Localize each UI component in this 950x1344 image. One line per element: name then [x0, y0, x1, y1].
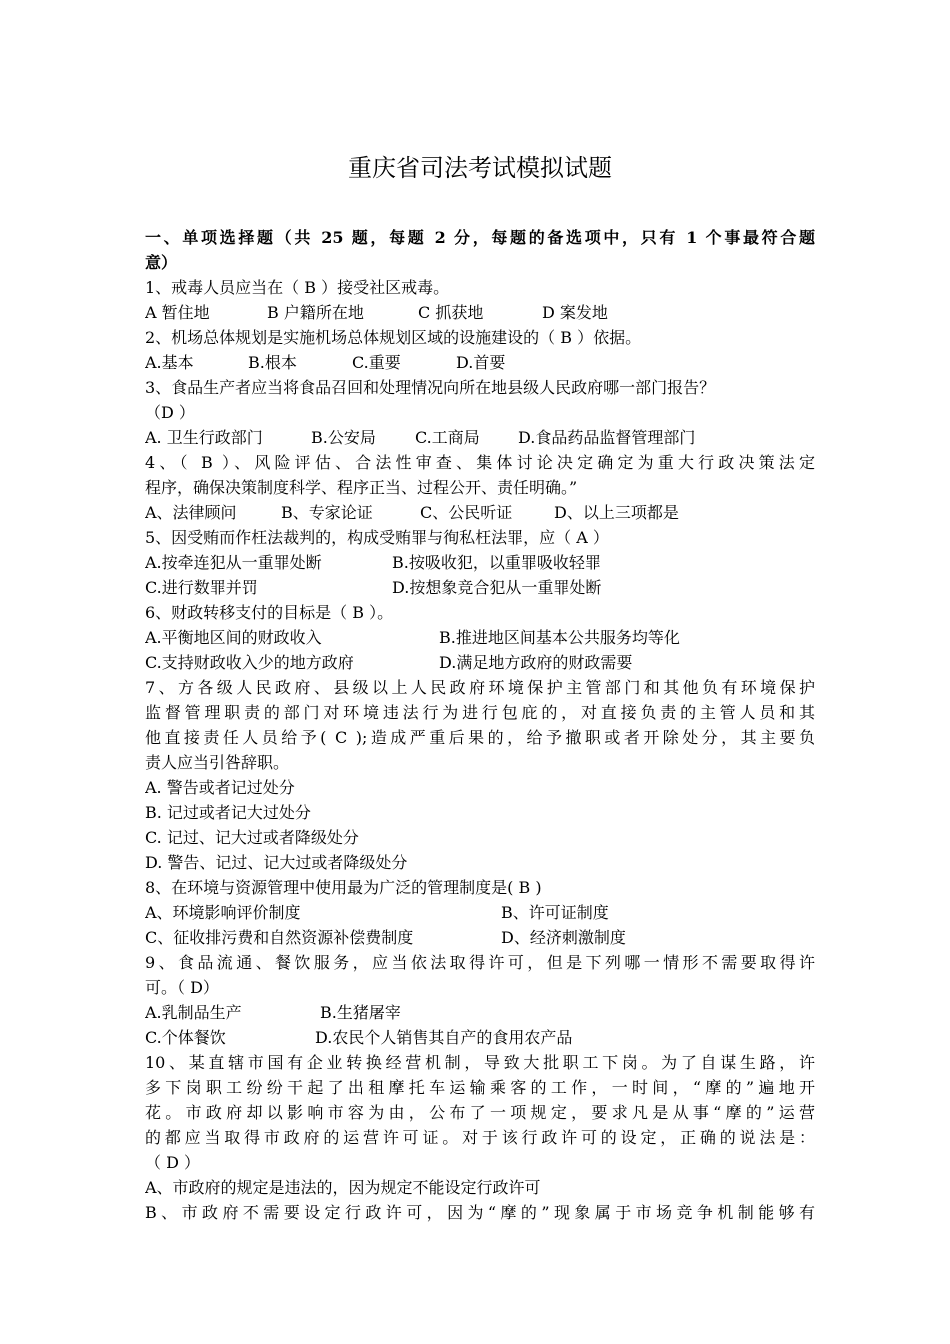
option-c: C. 记过、记大过或者降级处分	[145, 828, 359, 847]
option-c: C、公民听证	[420, 503, 513, 522]
option-d: D.首要	[456, 353, 506, 372]
question-4-stem: 4、（ B ）、风险评估、合法性审查、集体讨论决定确定为重大行政决策法定	[145, 453, 815, 472]
question-9-stem-cont: 可。（ D）	[145, 978, 219, 997]
question-2-stem: 2、机场总体规划是实施机场总体规划区域的设施建设的（ B ）依据。	[145, 328, 642, 347]
option-c: C.支持财政收入少的地方政府	[145, 653, 354, 672]
question-8-options-1	[145, 900, 815, 925]
option-a: A 暂住地	[145, 303, 210, 322]
question-4-stem-cont: 程序，确保决策制度科学、程序正当、过程公开、责任明确。”	[145, 478, 578, 497]
option-c: C 抓获地	[418, 303, 484, 322]
option-d: D.食品药品监督管理部门	[518, 428, 696, 447]
question-1-stem: 1、戒毒人员应当在（ B ）接受社区戒毒。	[145, 278, 450, 297]
option-a: A.按牵连犯从一重罪处断	[145, 553, 322, 572]
question-10-stem-cont: 的都应当取得市政府的运营许可证。对于该行政许可的设定，正确的说法是：	[145, 1128, 815, 1147]
option-a: A. 警告或者记过处分	[145, 778, 295, 797]
option-c: C.进行数罪并罚	[145, 578, 258, 597]
question-5-stem: 5、因受贿而作枉法裁判的，构成受贿罪与徇私枉法罪，应（ A ）	[145, 528, 609, 547]
question-8-stem: 8、在环境与资源管理中使用最为广泛的管理制度是( B )	[145, 878, 542, 897]
option-d: D.满足地方政府的财政需要	[439, 653, 633, 672]
option-d: D、以上三项都是	[554, 503, 679, 522]
question-6-stem: 6、财政转移支付的目标是（ B ）。	[145, 603, 394, 622]
question-4-options	[145, 500, 815, 525]
question-7-stem-cont: 责人应当引咎辞职。	[145, 753, 290, 772]
question-10-stem-cont: （ D ）	[145, 1153, 201, 1172]
question-10-stem: 10、某直辖市国有企业转换经营机制，导致大批职工下岗。为了自谋生路，许	[145, 1053, 815, 1072]
option-b: B.按吸收犯，以重罪吸收轻罪	[392, 553, 601, 572]
question-1-options	[145, 300, 815, 325]
option-c: C.个体餐饮	[145, 1028, 226, 1047]
section-heading-cont: 意）	[145, 253, 178, 272]
option-b: B.公安局	[311, 428, 376, 447]
question-6-options-2	[145, 650, 815, 675]
option-a: A、法律顾问	[145, 503, 237, 522]
question-10-stem-cont: 花。市政府却以影响市容为由，公布了一项规定，要求凡是从事“摩的”运营	[145, 1103, 815, 1122]
question-6-options-1	[145, 625, 815, 650]
section-heading: 一、单项选择题（共 25 题，每题 2 分，每题的备选项中，只有 1 个事最符合题	[145, 228, 815, 247]
option-b: B、许可证制度	[501, 903, 609, 922]
option-a: A.平衡地区间的财政收入	[145, 628, 322, 647]
question-9-options-1	[145, 1000, 815, 1025]
option-b: B.根本	[248, 353, 297, 372]
question-7-stem: 7、方各级人民政府、县级以上人民政府环境保护主管部门和其他负有环境保护	[145, 678, 815, 697]
option-c: C.工商局	[415, 428, 480, 447]
question-9-stem: 9、食品流通、餐饮服务，应当依法取得许可，但是下列哪一情形不需要取得许	[145, 953, 815, 972]
question-3-stem: 3、食品生产者应当将食品召回和处理情况向所在地县级人民政府哪一部门报告？	[145, 378, 716, 397]
option-d: D、经济刺激制度	[501, 928, 626, 947]
option-d: D. 警告、记过、记大过或者降级处分	[145, 853, 408, 872]
question-5-options-1	[145, 550, 815, 575]
question-8-options-2	[145, 925, 815, 950]
option-b: B、市政府不需要设定行政许可，因为“摩的”现象属于市场竞争机制能够有	[145, 1203, 815, 1222]
question-7-stem-cont: 他直接责任人员给予( C );造成严重后果的，给予撤职或者开除处分，其主要负	[145, 728, 815, 747]
question-10-stem-cont: 多下岗职工纷纷干起了出租摩托车运输乘客的工作，一时间，“摩的”遍地开	[145, 1078, 815, 1097]
option-a: A、环境影响评价制度	[145, 903, 301, 922]
option-d: D 案发地	[542, 303, 608, 322]
option-a: A.基本	[145, 353, 194, 372]
question-5-options-2	[145, 575, 815, 600]
option-c: C、征收排污费和自然资源补偿费制度	[145, 928, 414, 947]
question-7-stem-cont: 监督管理职责的部门对环境违法行为进行包庇的，对直接负责的主管人员和其	[145, 703, 815, 722]
question-2-options	[145, 350, 815, 375]
option-d: D.农民个人销售其自产的食用农产品	[315, 1028, 573, 1047]
question-3-options	[145, 425, 815, 450]
question-3-stem-cont: （D ）	[145, 403, 195, 422]
option-a: A. 卫生行政部门	[145, 428, 263, 447]
option-c: C.重要	[352, 353, 401, 372]
question-list	[145, 225, 815, 1225]
option-d: D.按想象竞合犯从一重罪处断	[392, 578, 602, 597]
option-b: B、专家论证	[281, 503, 373, 522]
option-b: B 户籍所在地	[267, 303, 364, 322]
question-9-options-2	[145, 1025, 815, 1050]
option-b: B. 记过或者记大过处分	[145, 803, 311, 822]
option-b: B.推进地区间基本公共服务均等化	[439, 628, 680, 647]
option-a: A.乳制品生产	[145, 1003, 242, 1022]
option-a: A、市政府的规定是违法的，因为规定不能设定行政许可	[145, 1178, 541, 1197]
document-title: 重庆省司法考试模拟试题	[348, 154, 612, 182]
option-b: B.生猪屠宰	[320, 1003, 401, 1022]
